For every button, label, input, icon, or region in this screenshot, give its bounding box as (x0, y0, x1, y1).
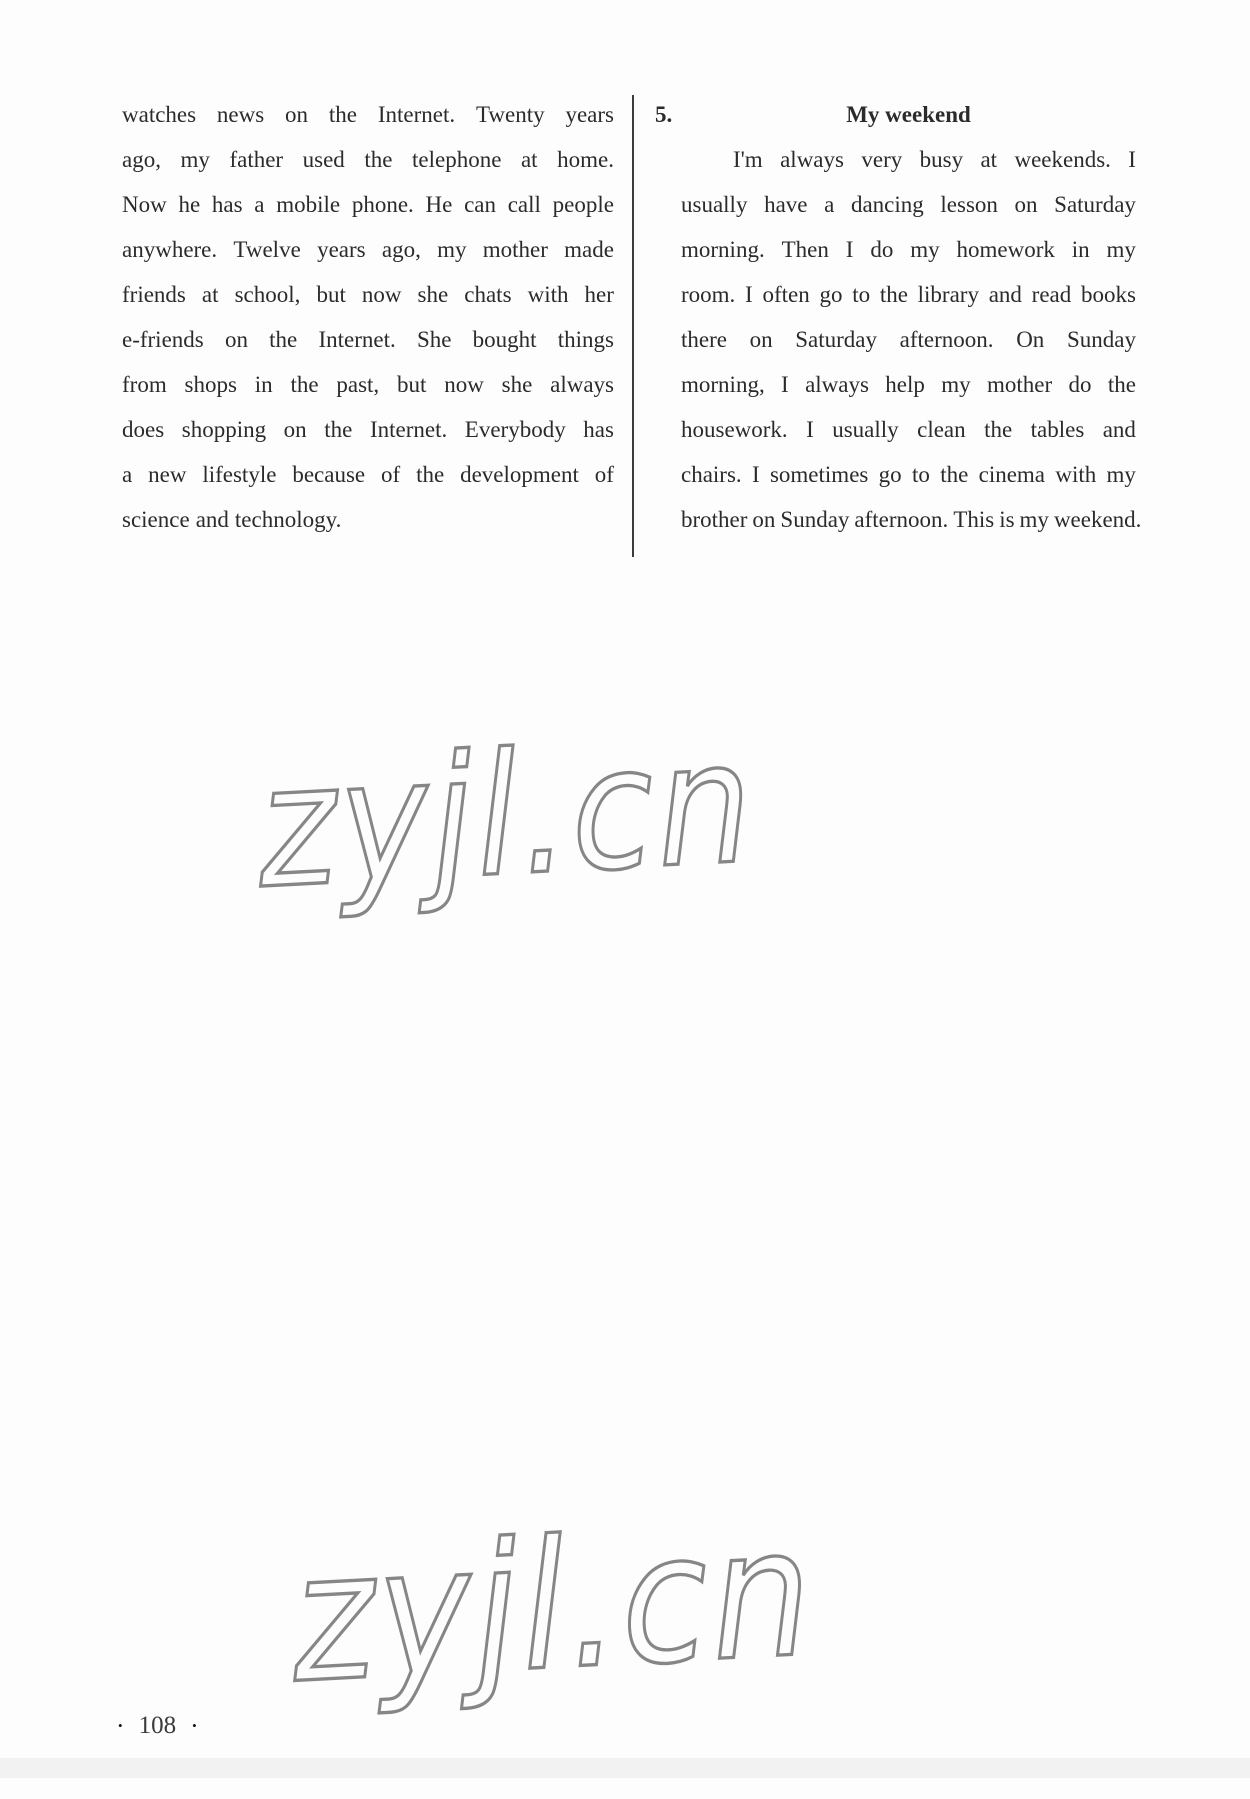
text-line: chairs. I sometimes go to the cinema with my (681, 462, 1136, 487)
section-heading-row (655, 92, 1136, 137)
text-line: Now he has a mobile phone. He can call people (122, 192, 614, 217)
text-line: morning, I always help my mother do the (681, 372, 1136, 397)
watermark-zyjl-upper: zyjl.cn (252, 705, 760, 927)
text-line: brother on Sunday afternoon. This is my weekend. (681, 507, 1142, 532)
text-line: from shops in the past, but now she always (122, 372, 614, 397)
watermark-zyjl-lower: zyjl.cn (286, 1489, 820, 1723)
text-line: a new lifestyle because of the development of (122, 462, 614, 487)
text-line: housework. I usually clean the tables and (681, 417, 1136, 442)
text-line: e-friends on the Internet. She bought things (122, 327, 614, 352)
text-line: there on Saturday afternoon. On Sunday (681, 327, 1136, 352)
text-line: room. I often go to the library and read books (681, 282, 1136, 307)
text-line: watches news on the Internet. Twenty years (122, 102, 614, 127)
page-number-value: 108 (138, 1712, 177, 1739)
scan-artifact-band (0, 1758, 1250, 1778)
item-number: 5. (655, 102, 673, 127)
text-line: morning. Then I do my homework in my (681, 237, 1136, 262)
text-line: friends at school, but now she chats with her (122, 282, 614, 307)
text-line: usually have a dancing lesson on Saturday (681, 192, 1136, 217)
right-text-column (655, 92, 1142, 542)
left-text-column (122, 92, 614, 542)
text-line: I'm always very busy at weekends. I (733, 147, 1136, 172)
text-line: science and technology. (122, 507, 342, 532)
text-line: does shopping on the Internet. Everybody has (122, 417, 614, 442)
section-title: My weekend (846, 102, 971, 127)
page-number-bullet-left: • (118, 1718, 123, 1733)
page-number-bullet-right: • (192, 1718, 197, 1733)
text-line: ago, my father used the telephone at home. (122, 147, 614, 172)
column-divider (632, 95, 634, 557)
page-number (118, 1712, 197, 1740)
text-line: anywhere. Twelve years ago, my mother made (122, 237, 614, 262)
